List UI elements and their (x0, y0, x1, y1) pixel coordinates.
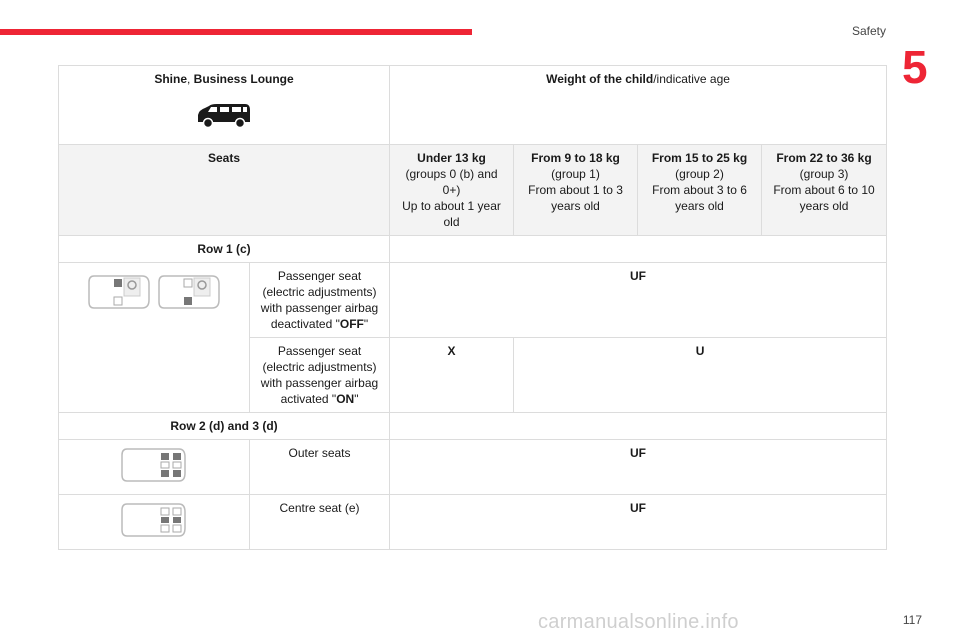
trim-sep: , (187, 72, 194, 86)
group-line1: (group 2) (675, 167, 724, 181)
front-seat-plan-icon (86, 272, 152, 312)
centre-plan-cell (59, 495, 250, 550)
watermark: carmanualsonline.info (538, 611, 739, 633)
trim-name-2: Business Lounge (193, 72, 294, 86)
weight-header-bold: Weight of the child (546, 72, 654, 86)
group-line1: (group 1) (551, 167, 600, 181)
seat-off-close-quote: " (363, 317, 369, 331)
van-icon (195, 101, 253, 129)
row23-label: Row 2 (d) and 3 (d) (59, 413, 390, 440)
trim-name-1: Shine (154, 72, 187, 86)
group-title: From 22 to 36 kg (776, 151, 872, 165)
group-line2: Up to about 1 year old (402, 199, 501, 229)
seat-off-text: Passenger seat (electric adjustments) with passenger airbag deactivated " (260, 269, 379, 331)
header-accent-bar (0, 29, 472, 35)
group-title: Under 13 kg (417, 151, 486, 165)
group-line2: From about 6 to 10 years old (773, 183, 875, 213)
seat-off-status: OFF (339, 317, 364, 331)
chapter-number: 5 (902, 41, 928, 93)
group-line2: From about 1 to 3 years old (528, 183, 623, 213)
group-line1: (group 3) (799, 167, 849, 181)
group-cell-2 (638, 145, 762, 236)
outer-seats-value: UF (390, 440, 887, 495)
row1-label: Row 1 (c) (59, 236, 390, 263)
trim-header-cell (59, 66, 390, 145)
weight-header-cell (390, 66, 887, 145)
seat-off-value: UF (390, 263, 887, 338)
centre-seat-label: Centre seat (e) (250, 495, 390, 550)
seat-on-label (250, 338, 390, 413)
row23-spacer (390, 413, 887, 440)
outer-plan-cell (59, 440, 250, 495)
group-title: From 15 to 25 kg (651, 151, 748, 165)
weight-header-rest: /indicative age (653, 72, 730, 86)
outer-seats-label: Outer seats (250, 440, 390, 495)
centre-seat-plan-icon (119, 500, 189, 540)
group-title: From 9 to 18 kg (531, 151, 620, 165)
group-cell-0 (390, 145, 514, 236)
seat-on-close-quote: " (354, 392, 359, 406)
group-cell-1 (514, 145, 638, 236)
seats-label: Seats (59, 145, 390, 236)
row1-spacer (390, 236, 887, 263)
group-line1: (groups 0 (b) and 0+) (405, 167, 498, 197)
row1-plan-cell (59, 263, 250, 413)
front-seat-plan-icon-2 (156, 272, 222, 312)
seat-on-text: Passenger seat (electric adjustments) with passenger airbag activated " (260, 344, 379, 406)
centre-seat-value: UF (390, 495, 887, 550)
group-cell-3 (762, 145, 887, 236)
section-title: Safety (851, 24, 886, 38)
group-line2: From about 3 to 6 years old (652, 183, 747, 213)
seat-off-label (250, 263, 390, 338)
page-number: 117 (902, 613, 922, 627)
outer-seat-plan-icon (119, 445, 189, 485)
seat-on-status: ON (336, 392, 355, 406)
child-seat-table (58, 65, 887, 550)
seat-on-value-b: U (514, 338, 887, 413)
seat-on-value-a: X (390, 338, 514, 413)
